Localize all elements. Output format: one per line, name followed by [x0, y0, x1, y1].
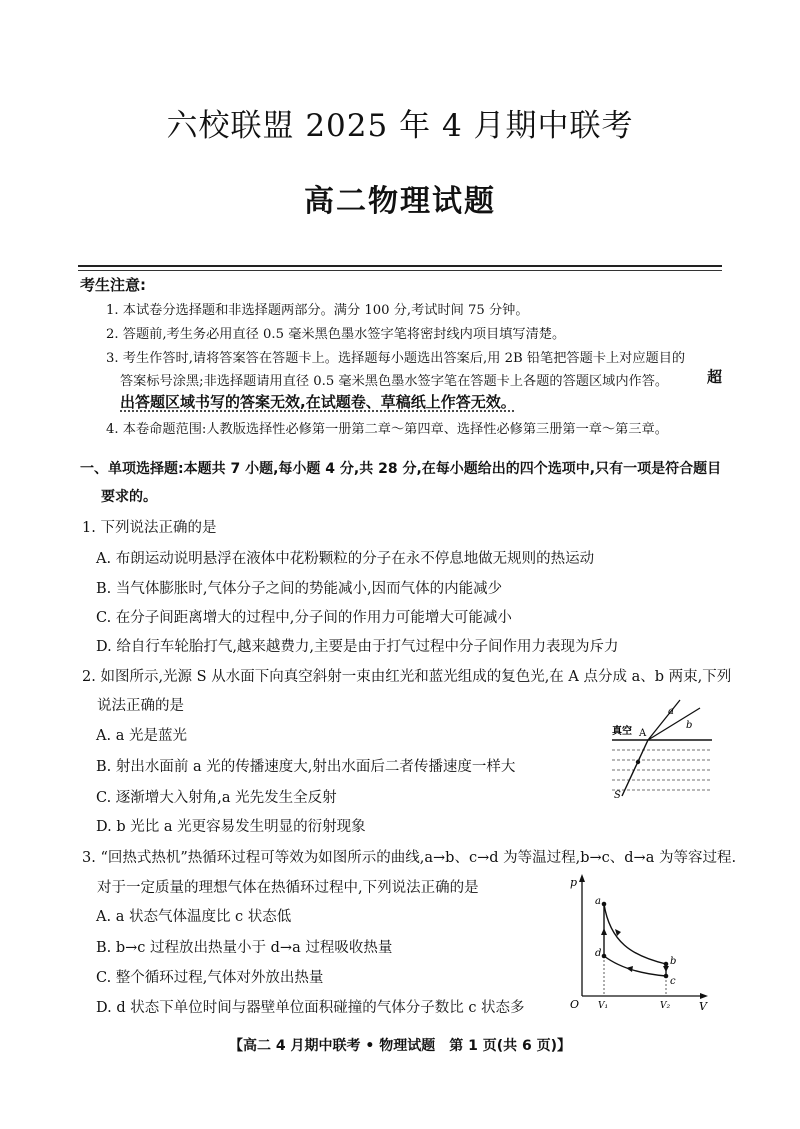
- v-axis-label: V: [699, 1000, 707, 1012]
- divider-thin: [78, 270, 722, 271]
- question-2-stem: 2. 如图所示,光源 S 从水面下向真空斜射一束由红光和蓝光组成的复色光,在 A 点分成 a、b 两束,下列: [82, 669, 732, 685]
- state-b-label: b: [670, 956, 677, 967]
- pv-diagram: [562, 872, 712, 1012]
- exam-subtitle: 高二物理试题: [304, 184, 496, 219]
- notice-item: 答案标号涂黑;非选择题请用直径 0.5 毫米黑色墨水签字笔在答题卡上各题的答题区域内作答。: [120, 374, 669, 389]
- p-axis-arrow: [579, 874, 585, 882]
- question-1-option-c: C. 在分子间距离增大的过程中,分子间的作用力可能增大可能减小: [96, 610, 512, 626]
- page-footer: 【高二 4 月期中联考 • 物理试题 第 1 页(共 6 页)】: [229, 1038, 571, 1054]
- v2-label: V₂: [660, 1001, 671, 1011]
- exam-title: 六校联盟 2025 年 4 月期中联考: [166, 108, 634, 144]
- incident-ray: [622, 740, 648, 796]
- state-d-point: [602, 954, 607, 959]
- ray-a: [648, 700, 680, 740]
- question-1-option-a: A. 布朗运动说明悬浮在液体中花粉颗粒的分子在永不停息地做无规则的热运动: [96, 551, 595, 567]
- section-heading-cont: 要求的。: [101, 489, 157, 505]
- question-1-stem: 1. 下列说法正确的是: [82, 520, 217, 536]
- notice-emphasis: 出答题区域书写的答案无效,在试题卷、草稿纸上作答无效。: [120, 393, 516, 411]
- notice-heading: 考生注意:: [80, 276, 146, 294]
- question-2-option-d: D. b 光比 a 光更容易发生明显的衍射现象: [96, 819, 366, 835]
- state-d-label: d: [595, 948, 602, 959]
- state-a-point: [602, 902, 607, 907]
- state-a-label: a: [595, 896, 601, 907]
- question-3-option-c: C. 整个循环过程,气体对外放出热量: [96, 970, 324, 986]
- notice-item: 2. 答题前,考生务必用直径 0.5 毫米黑色墨水签字笔将密封线内项目填写清楚。: [106, 327, 566, 342]
- notice-emphasis-start: 超: [707, 368, 723, 386]
- source-label: S: [614, 790, 621, 801]
- state-c-point: [664, 974, 669, 979]
- isotherm-ab: [604, 904, 666, 964]
- origin-label: O: [570, 998, 580, 1011]
- point-a-label: A: [639, 728, 647, 739]
- state-c-label: c: [670, 976, 676, 987]
- v-axis-arrow: [700, 993, 708, 999]
- question-1-option-d: D. 给自行车轮胎打气,越来越费力,主要是由于打气过程中分子间作用力表现为斥力: [96, 639, 619, 655]
- ray-arrow-dot: [636, 760, 640, 764]
- question-1-option-b: B. 当气体膨胀时,气体分子之间的势能减小,因而气体的内能减少: [96, 581, 503, 597]
- question-2-option-a: A. a 光是蓝光: [96, 728, 187, 744]
- arrow-da: [601, 928, 607, 935]
- state-b-point: [664, 962, 669, 967]
- question-3-option-a: A. a 状态气体温度比 c 状态低: [96, 909, 292, 925]
- refraction-diagram: [600, 690, 720, 810]
- v1-label: V₁: [598, 1001, 609, 1011]
- notice-item: 4. 本卷命题范围:人教版选择性必修第一册第二章～第四章、选择性必修第三册第一章～第三章。: [106, 422, 668, 437]
- question-3-option-d: D. d 状态下单位时间与器壁单位面积碰撞的气体分子数比 c 状态多: [96, 1000, 525, 1016]
- p-axis-label: p: [570, 876, 578, 889]
- question-2-stem-cont: 说法正确的是: [97, 698, 184, 714]
- question-3-stem-cont: 对于一定质量的理想气体在热循环过程中,下列说法正确的是: [97, 880, 479, 896]
- arrow-bc: [663, 966, 669, 972]
- ray-a-label: a: [668, 706, 674, 717]
- question-3-option-b: B. b→c 过程放出热量小于 d→a 过程吸收热量: [96, 940, 393, 956]
- question-2-option-c: C. 逐渐增大入射角,a 光先发生全反射: [96, 790, 337, 806]
- notice-item: 1. 本试卷分选择题和非选择题两部分。满分 100 分,考试时间 75 分钟。: [106, 303, 529, 318]
- notice-item: 3. 考生作答时,请将答案答在答题卡上。选择题每小题选出答案后,用 2B 铅笔把答题卡上对应题目的: [106, 351, 686, 366]
- question-3-stem: 3. “回热式热机”热循环过程可等效为如图所示的曲线,a→b、c→d 为等温过程,b→c、d→a 为等容过程.: [82, 850, 737, 866]
- vacuum-label: 真空: [612, 726, 632, 737]
- divider-thick: [78, 265, 722, 267]
- ray-b-label: b: [686, 720, 693, 731]
- section-heading: 一、单项选择题:本题共 7 小题,每小题 4 分,共 28 分,在每小题给出的四个选项中,只有一项是符合题目: [80, 461, 722, 477]
- arrow-cd: [626, 966, 633, 972]
- isotherm-cd: [604, 956, 666, 976]
- question-2-option-b: B. 射出水面前 a 光的传播速度大,射出水面后二者传播速度一样大: [96, 759, 516, 775]
